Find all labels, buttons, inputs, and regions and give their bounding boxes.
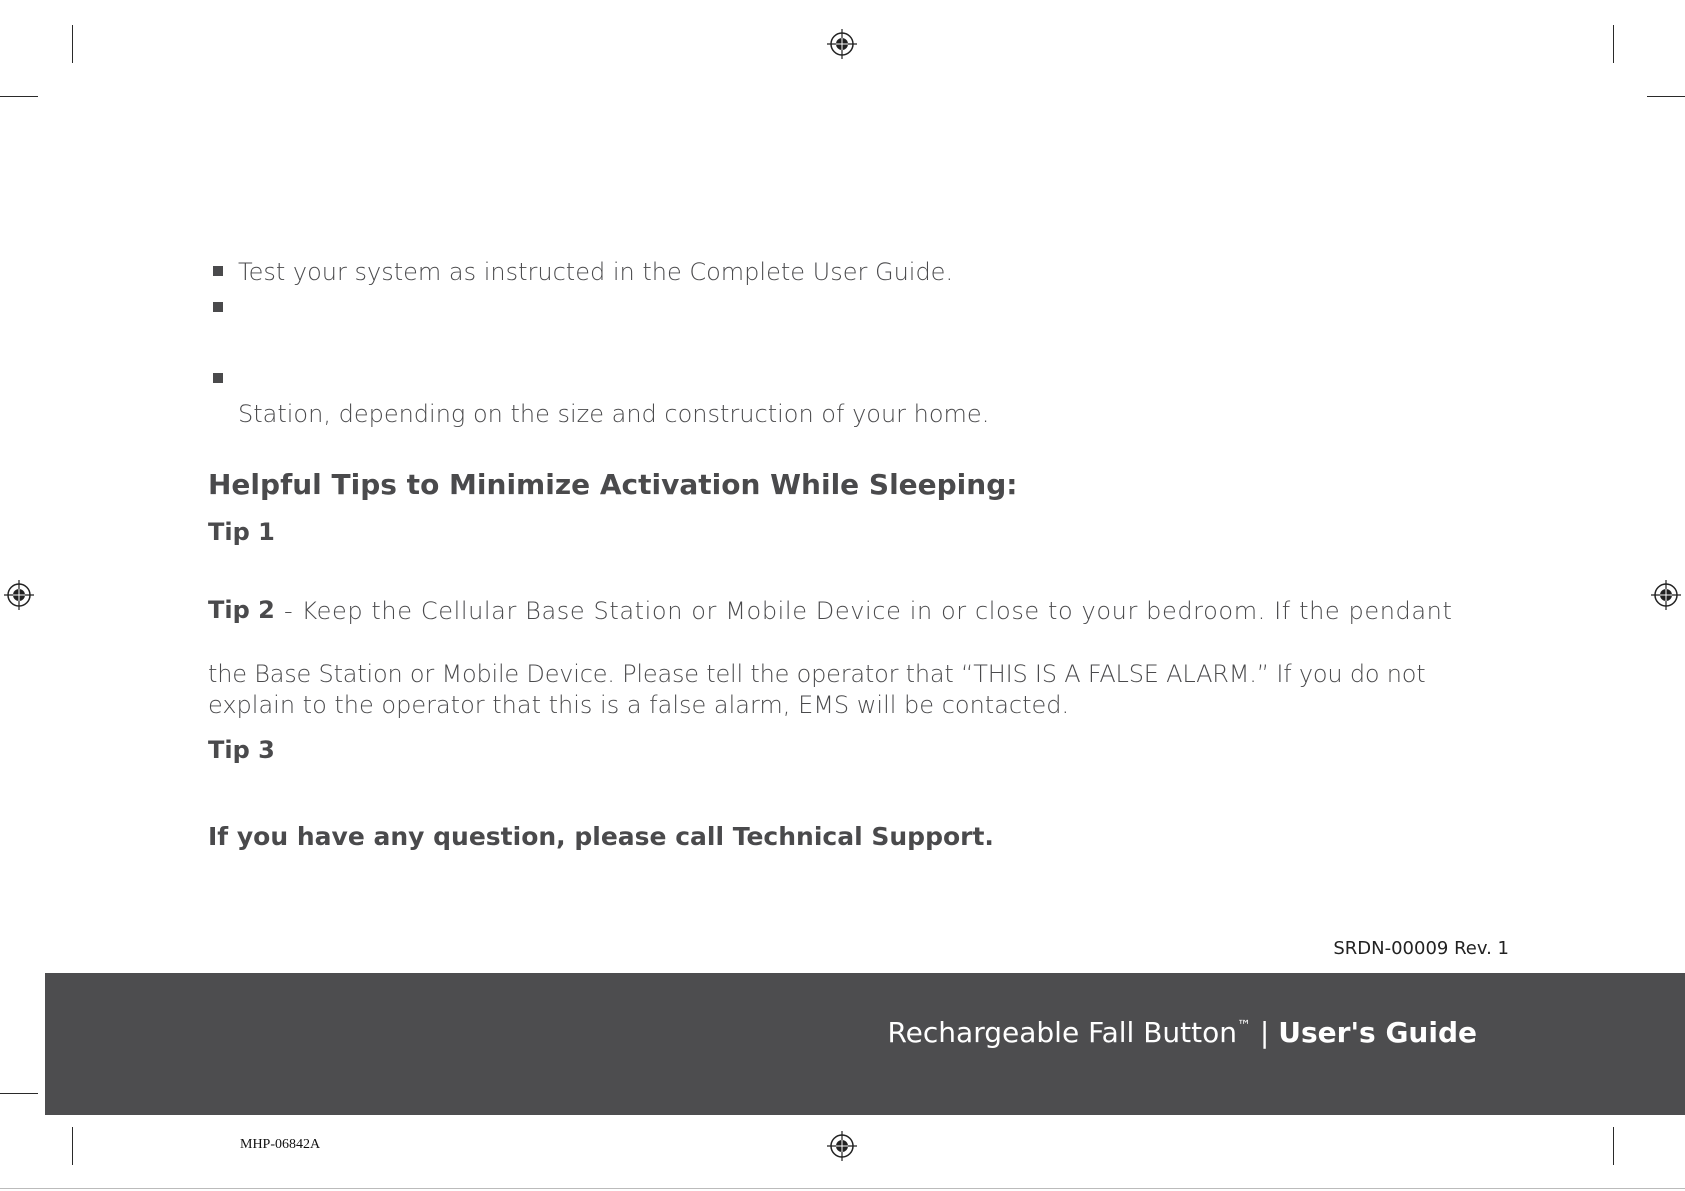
registration-target-icon [1651,580,1681,610]
crop-mark-bottom-left-vertical [72,1127,73,1165]
tip-2-line-1: - Keep the Cellular Base Station or Mobile Device in or close to your bedroom. If the pendant [284,597,1453,625]
registration-target-icon [827,29,857,59]
crop-mark-top-right-vertical [1613,25,1614,63]
tip-2-label: Tip 2 [208,596,275,624]
square-bullet-icon [213,373,223,383]
tip-3-label: Tip 3 [208,736,275,764]
bullet-text: Station, depending on the size and construction of your home. [238,400,990,428]
registration-target-icon [827,1131,857,1161]
crop-mark-top-left-horizontal [0,96,38,97]
tip-2-line-3: explain to the operator that this is a false alarm, EMS will be contacted. [208,691,1070,719]
crop-mark-top-right-horizontal [1647,96,1685,97]
trademark-symbol: ™ [1237,1018,1252,1034]
registration-target-icon [4,580,34,610]
product-name: Rechargeable Fall Button [887,1016,1238,1049]
section-heading: Helpful Tips to Minimize Activation While Sleeping: [208,468,1018,501]
closing-statement: If you have any question, please call Technical Support. [208,822,994,851]
footer-title [887,1016,1477,1049]
crop-mark-bottom-right-vertical [1613,1127,1614,1165]
tip-1-label: Tip 1 [208,518,275,546]
square-bullet-icon [213,266,223,276]
crop-mark-top-left-vertical [72,25,73,63]
title-separator: | [1259,1016,1270,1049]
crop-mark-bottom-left-horizontal [0,1093,38,1094]
bullet-text: Test your system as instructed in the Complete User Guide. [238,258,954,286]
guide-title: User's Guide [1278,1016,1477,1049]
square-bullet-icon [213,302,223,312]
document-code: SRDN-00009 Rev. 1 [1333,938,1509,959]
print-slug: MHP-06842A [240,1137,321,1152]
tip-2-line-2: the Base Station or Mobile Device. Please tell the operator that “THIS IS A FALSE ALARM.” If you do not [208,660,1426,688]
page-bottom-edge [0,1188,1685,1189]
